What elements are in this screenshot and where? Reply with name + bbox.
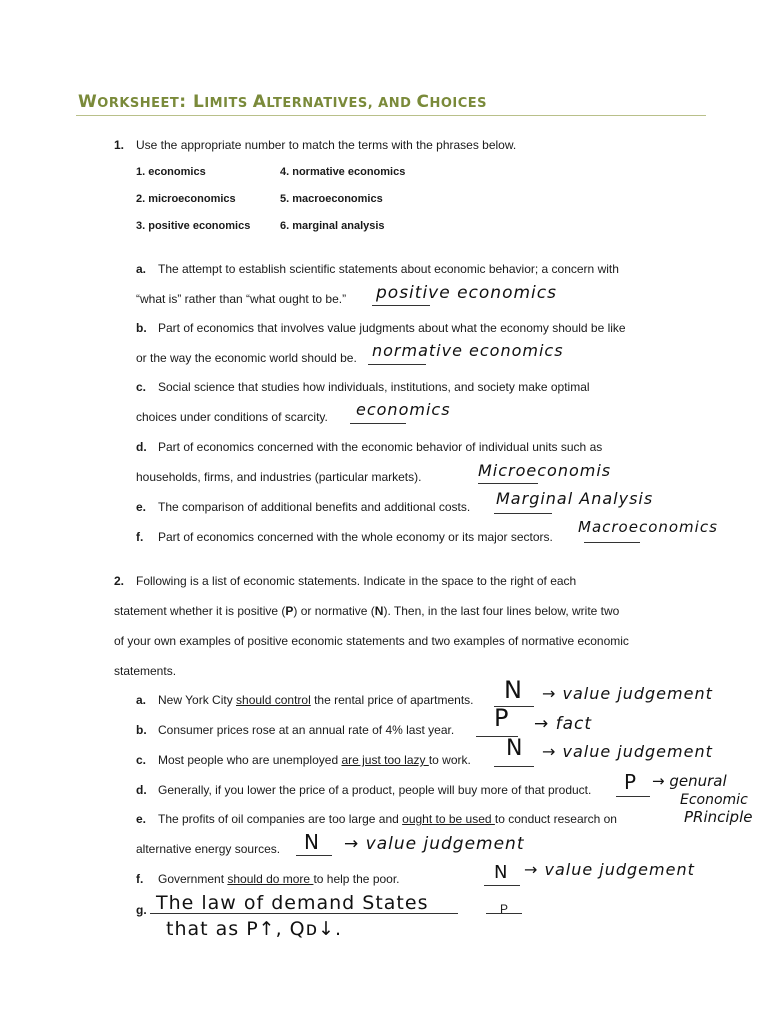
q2c-label: c. [136, 753, 147, 767]
q1c-label: c. [136, 380, 147, 394]
q2c-answer: N [506, 736, 524, 761]
q1a-label: a. [136, 262, 147, 276]
q1b-line1: Part of economics that involves value judgments about what the economy should be like [158, 321, 626, 335]
title-rule [76, 115, 706, 116]
q2e-statement: The profits of oil companies are too large and ought to be used to conduct research on [158, 812, 617, 826]
q1b-line2: or the way the economic world should be. [136, 351, 357, 365]
q1e-line1: The comparison of additional benefits and additional costs. [158, 500, 471, 514]
q2d-note-line3: PRinciple [684, 808, 753, 826]
q1a-blank [372, 305, 430, 306]
q1f-label: f. [136, 530, 144, 544]
q2a-statement: New York City should control the rental price of apartments. [158, 693, 474, 707]
q1f-answer: Macroeconomics [578, 518, 718, 536]
q2g-handwritten-line2: that as P↑, Qᴅ↓. [166, 918, 343, 940]
q2c-statement: Most people who are unemployed are just too lazy to work. [158, 753, 471, 767]
q1-number: 1. [114, 138, 125, 152]
q1c-line2: choices under conditions of scarcity. [136, 410, 328, 424]
q2f-answer: N [494, 862, 509, 883]
q2b-note: → fact [534, 714, 593, 734]
q2d-answer: P [624, 770, 638, 794]
q2-prompt-line3: of your own examples of positive economic statements and two examples of normative economic [114, 634, 629, 648]
q2a-note: → value judgement [542, 684, 713, 703]
q1b-label: b. [136, 321, 147, 335]
q1c-line1: Social science that studies how individuals, institutions, and society make optimal [158, 380, 590, 394]
q1b-answer: normative economics [372, 341, 564, 360]
q2e-blank [296, 855, 332, 856]
q2-number: 2. [114, 574, 125, 588]
q2-prompt-line4: statements. [114, 664, 177, 678]
q2a-label: a. [136, 693, 147, 707]
q1a-line1: The attempt to establish scientific statements about economic behavior; a concern with [158, 262, 619, 276]
q2e-note: → value judgement [344, 834, 525, 854]
q2c-blank [494, 766, 534, 767]
q2d-label: d. [136, 783, 147, 797]
q1e-label: e. [136, 500, 147, 514]
q1d-blank [478, 483, 538, 484]
q1a-answer: positive economics [376, 283, 557, 303]
term-6: 6. marginal analysis [280, 220, 385, 232]
q2g-label: g. [136, 903, 147, 917]
q1d-label: d. [136, 440, 147, 454]
q2e-label: e. [136, 812, 147, 826]
q1f-line1: Part of economics concerned with the whole economy or its major sectors. [158, 530, 553, 544]
q2e-answer: N [304, 830, 320, 854]
q2e-line2: alternative energy sources. [136, 842, 281, 856]
q1d-answer: Microeconomis [478, 461, 612, 480]
q2d-blank [616, 796, 650, 797]
q2f-label: f. [136, 872, 144, 886]
q2d-note-line2: Economic [680, 792, 748, 808]
q2g-answer: P [500, 902, 509, 916]
q1b-blank [368, 364, 426, 365]
q2d-note-line1: → genural [652, 772, 727, 790]
q2b-label: b. [136, 723, 147, 737]
term-1: 1. economics [136, 166, 206, 178]
q1d-line1: Part of economics concerned with the economic behavior of individual units such as [158, 440, 603, 454]
q2b-answer: P [494, 704, 510, 732]
term-3: 3. positive economics [136, 220, 251, 232]
q1a-line2: “what is” rather than “what ought to be.” [136, 292, 347, 306]
worksheet-title: WORKSHEET: LIMITS ALTERNATIVES, AND CHOICES [78, 92, 487, 112]
q2g-handwritten-line1: The law of demand States [156, 892, 429, 914]
q1c-blank [350, 423, 406, 424]
q1e-blank [494, 513, 552, 514]
q2a-answer: N [504, 676, 523, 704]
q1c-answer: economics [356, 400, 451, 419]
q2-prompt-line2: statement whether it is positive (P) or normative (N). Then, in the last four lines below, write two [114, 604, 620, 618]
q2-prompt-line1: Following is a list of economic statements. Indicate in the space to the right of each [136, 574, 577, 588]
q2d-statement: Generally, if you lower the price of a product, people will buy more of that product. [158, 783, 592, 797]
q1e-answer: Marginal Analysis [496, 489, 654, 508]
term-5: 5. macroeconomics [280, 193, 383, 205]
q2f-note: → value judgement [524, 860, 695, 879]
term-2: 2. microeconomics [136, 193, 236, 205]
q1f-blank [584, 542, 640, 543]
q1d-line2: households, firms, and industries (particular markets). [136, 470, 422, 484]
q2c-note: → value judgement [542, 742, 713, 761]
q1-prompt: Use the appropriate number to match the terms with the phrases below. [136, 138, 517, 152]
q2f-blank [484, 885, 520, 886]
q2f-statement: Government should do more to help the poor. [158, 872, 400, 886]
term-4: 4. normative economics [280, 166, 406, 178]
q2b-statement: Consumer prices rose at an annual rate of 4% last year. [158, 723, 455, 737]
